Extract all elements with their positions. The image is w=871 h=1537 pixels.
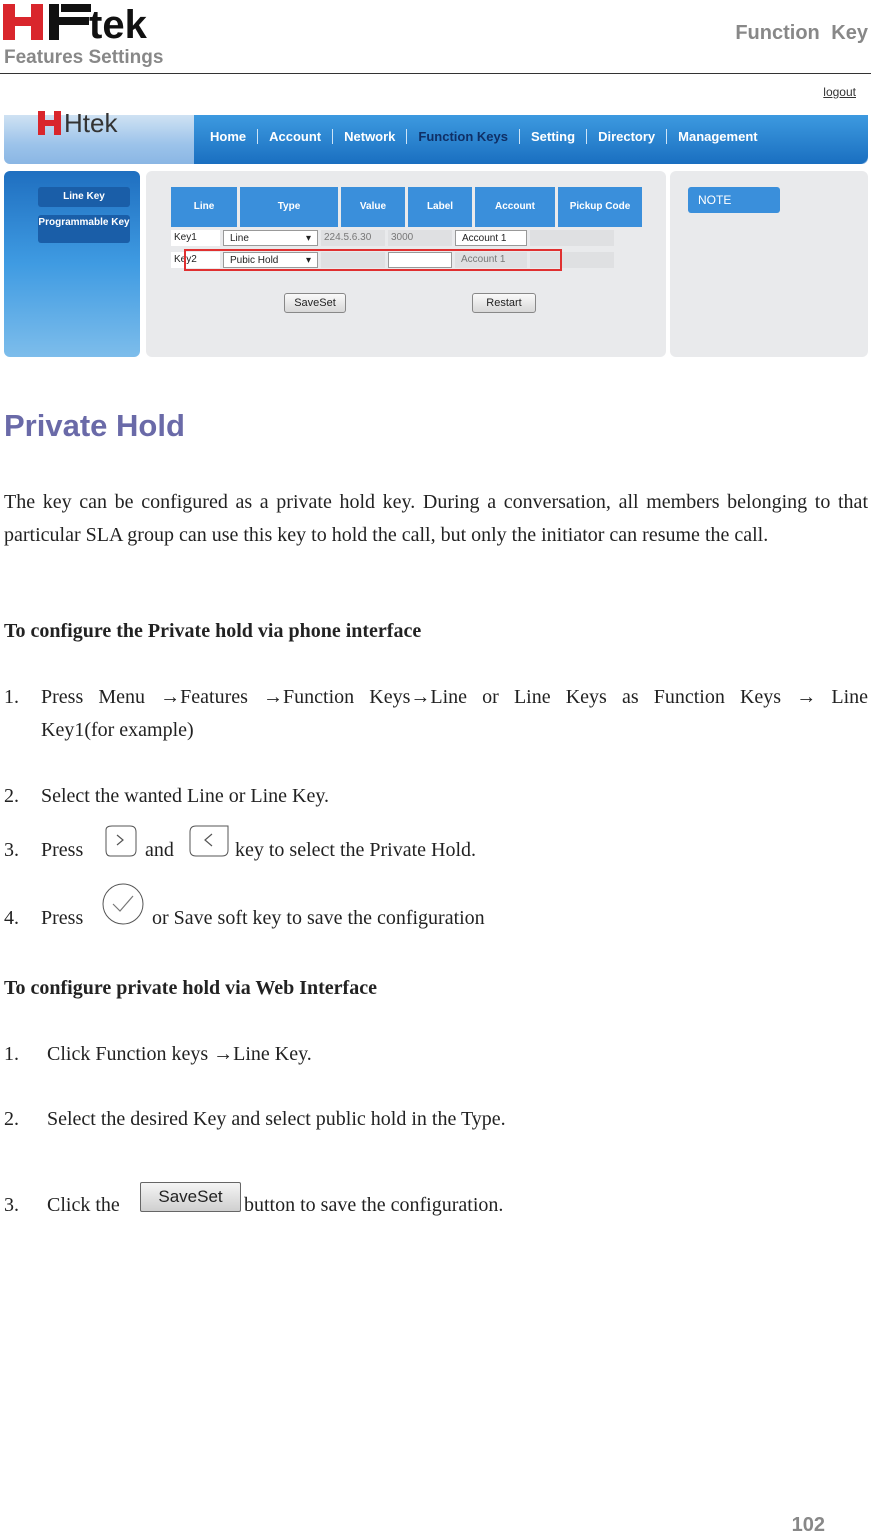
web-main-panel xyxy=(146,171,666,357)
step-text: Press Menu →Features →Function Keys→Line or Line Keys as Function Keys → Line xyxy=(41,686,868,708)
note-panel xyxy=(670,171,868,357)
press-label: Press xyxy=(41,907,84,929)
nav-network[interactable]: Network xyxy=(333,129,407,144)
row-line: Key1 xyxy=(171,230,220,246)
phone-step-3 xyxy=(4,834,868,874)
htek-logo xyxy=(3,2,191,42)
web-step-3 xyxy=(4,1189,868,1229)
col-type: Type xyxy=(240,187,338,227)
step-number: 1. xyxy=(4,1043,19,1065)
step-number: 3. xyxy=(4,1194,19,1216)
press-label: Press xyxy=(41,839,84,861)
type-select-value: Pubic Hold xyxy=(230,255,279,266)
phone-step-4 xyxy=(4,902,868,942)
step-text: Select the desired Key and select public hold in the Type. xyxy=(47,1108,506,1130)
nav-home[interactable]: Home xyxy=(199,129,258,144)
step-number: 3. xyxy=(4,839,19,861)
web-ui-screenshot xyxy=(4,83,868,357)
type-select-value: Line xyxy=(230,233,249,244)
right-arrow-key-icon xyxy=(104,824,138,858)
step-text-cont: Key1(for example) xyxy=(41,719,194,741)
account-select[interactable] xyxy=(455,230,527,246)
value-field[interactable]: 224.5.6.30 xyxy=(321,230,385,246)
phone-heading: To configure the Private hold via phone interface xyxy=(4,620,422,642)
header-divider xyxy=(0,73,871,74)
header-section: Function Key xyxy=(735,22,868,44)
step-text: button to save the configuration. xyxy=(244,1194,504,1216)
sidebar-item-line-key[interactable]: Line Key xyxy=(38,187,130,207)
click-label: Click the xyxy=(47,1194,120,1216)
account-select-value: Account 1 xyxy=(462,233,507,244)
col-label: Label xyxy=(408,187,472,227)
header-subtitle: Features Settings xyxy=(4,47,164,68)
sidebar-item-programmable-key[interactable]: Programmable Key xyxy=(38,215,130,243)
section-title: Private Hold xyxy=(4,408,185,443)
saveset-button-image: SaveSet xyxy=(140,1182,241,1212)
col-value: Value xyxy=(341,187,405,227)
nav-setting[interactable]: Setting xyxy=(520,129,587,144)
pickup-field[interactable] xyxy=(530,230,614,246)
nav-function-keys[interactable]: Function Keys xyxy=(407,129,520,144)
step-number: 2. xyxy=(4,785,19,807)
ok-check-key-icon xyxy=(101,882,145,926)
key-table-header xyxy=(171,187,645,227)
step-number: 2. xyxy=(4,1108,19,1130)
restart-button[interactable]: Restart xyxy=(472,293,536,313)
web-heading: To configure private hold via Web Interface xyxy=(4,977,377,999)
chevron-down-icon: ▾ xyxy=(305,255,311,266)
note-tab: NOTE xyxy=(688,187,780,213)
col-line: Line xyxy=(171,187,237,227)
chevron-down-icon: ▾ xyxy=(305,233,311,244)
nav-account[interactable]: Account xyxy=(258,129,333,144)
web-htek-logo xyxy=(38,110,148,136)
and-label: and xyxy=(145,839,174,861)
step-text: or Save soft key to save the configuration xyxy=(152,907,485,929)
col-account: Account xyxy=(475,187,555,227)
page-number: 102 xyxy=(791,1514,825,1536)
step-text: Select the wanted Line or Line Key. xyxy=(41,785,330,807)
step-text: Click Function keys →Line Key. xyxy=(47,1043,312,1065)
left-arrow-key-icon xyxy=(188,824,230,858)
saveset-button[interactable]: SaveSet xyxy=(284,293,346,313)
intro-paragraph: The key can be configured as a private hold key. During a conversation, all members belonging to that particular SLA group can use this key to hold the call, but only the initiator can resume the call. xyxy=(4,491,868,546)
step-number: 4. xyxy=(4,907,19,929)
col-pickup-code: Pickup Code xyxy=(558,187,642,227)
web-sidebar xyxy=(4,171,140,357)
web-nav xyxy=(199,129,769,144)
highlight-box xyxy=(184,249,562,271)
svg-text:tek: tek xyxy=(89,3,147,42)
row-line: Key2 xyxy=(171,252,220,268)
table-row xyxy=(171,230,617,246)
nav-management[interactable]: Management xyxy=(678,129,758,144)
account-select-value: Account 1 xyxy=(461,254,506,265)
web-topbar xyxy=(4,83,868,165)
nav-directory[interactable]: Directory xyxy=(587,129,667,144)
label-field[interactable]: 3000 xyxy=(388,230,452,246)
type-select[interactable] xyxy=(223,230,318,246)
svg-text:Htek: Htek xyxy=(64,110,118,136)
logout-link[interactable]: logout xyxy=(823,85,856,99)
step-number: 1. xyxy=(4,686,19,708)
step-text: key to select the Private Hold. xyxy=(235,839,477,861)
